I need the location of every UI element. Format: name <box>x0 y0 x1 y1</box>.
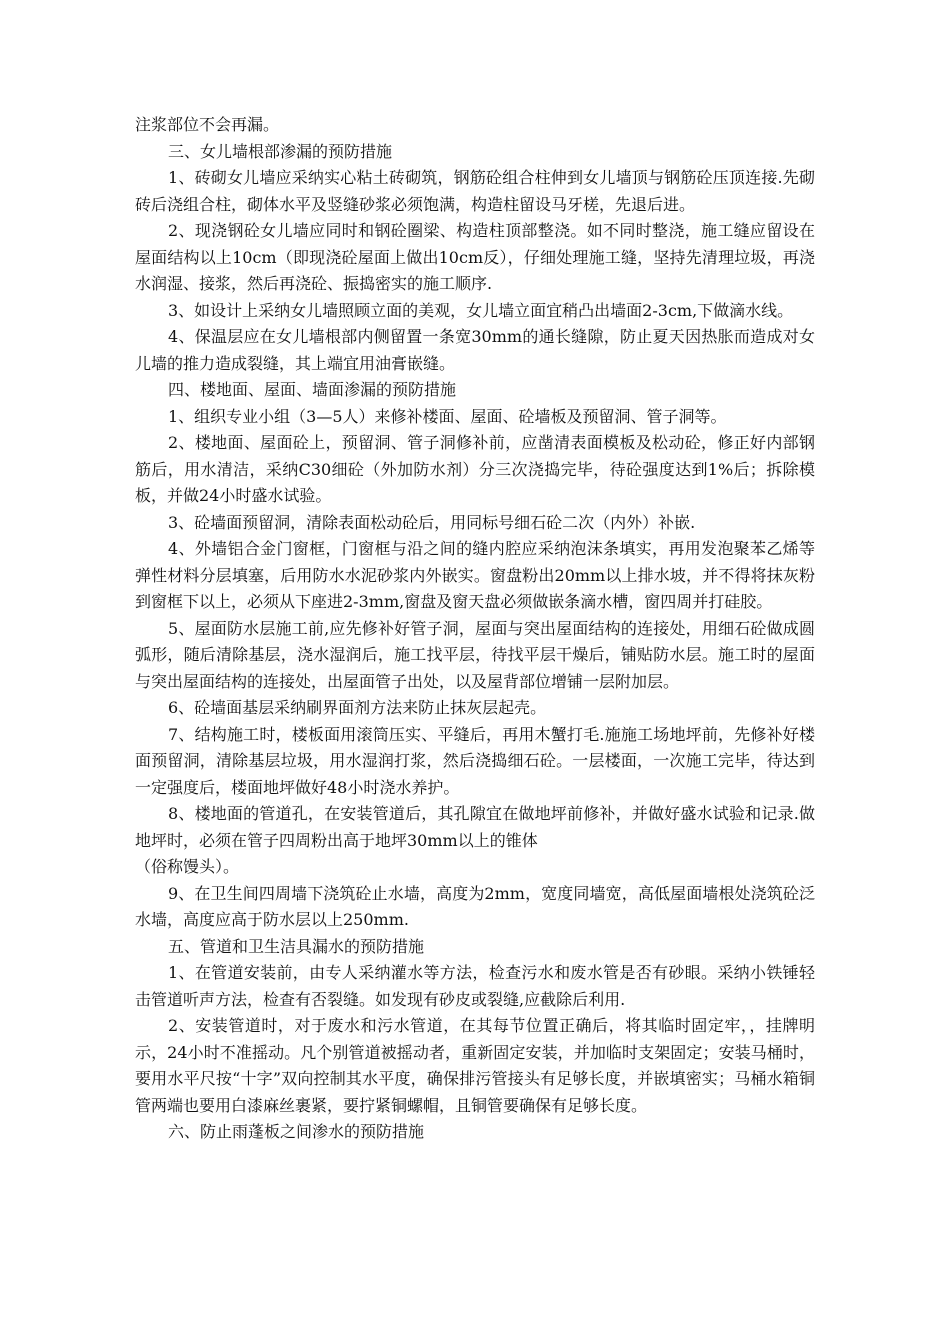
paragraph: 1、砖砌女儿墙应采纳实心粘土砖砌筑，钢筋砼组合柱伸到女儿墙顶与钢筋砼压顶连接.先砌砖后浇组合柱，砌体水平及竖缝砂浆必须饱满，构造柱留设马牙槎，先退后进。 <box>135 168 815 214</box>
paragraph: 2、安装管道时，对于废水和污水管道，在其每节位置正确后，将其临时固定牢，，挂牌明示，24小时不准摇动。凡个别管道被摇动者，重新固定安装，并加临时支架固定；安装马桶时，要用水平尺按“十字”双向控制其水平度，确保排污管接头有足够长度，并嵌填密实；马桶水箱铜管两端也要用白漆麻丝裹紧，要拧紧铜螺帽，且铜管要确保有足够长度。 <box>135 1016 815 1115</box>
paragraph: 2、楼地面、屋面砼上，预留洞、管子洞修补前，应凿清表面模板及松动砼，修正好内部钢筋后，用水清洁，采纳C30细砼（外加防水剂）分三次浇捣完毕，待砼强度达到1%后；拆除模板，并做24小时盛水试验。 <box>135 433 815 505</box>
paragraph: 1、组织专业小组（3—5人）来修补楼面、屋面、砼墙板及预留洞、管子洞等。 <box>168 406 727 426</box>
section-heading-6: 六、防止雨蓬板之间渗水的预防措施 <box>168 1122 425 1141</box>
paragraph-continuation: 注浆部位不会再漏。 <box>135 115 280 134</box>
paragraph-continuation: （俗称馒头）。 <box>135 857 240 876</box>
paragraph: 9、在卫生间四周墙下浇筑砼止水墙，高度为2mm，宽度同墙宽，高低屋面墙根处浇筑砼泛水墙，高度应高于防水层以上250mm. <box>135 883 815 929</box>
section-heading-3: 三、女儿墙根部渗漏的预防措施 <box>168 141 393 161</box>
paragraph: 2、现浇钢砼女儿墙应同时和钢砼圈梁、构造柱顶部整浇。如不同时整浇，施工缝应留设在屋面结构以上10cm（即现浇砼屋面上做出10cm反），仔细处理施工缝，坚持先清理垃圾，再浇水润湿、接浆，然后再浇砼、振捣密实的施工顺序. <box>135 221 815 293</box>
paragraph: 8、楼地面的管道孔，在安装管道后，其孔隙宜在做地坪前修补，并做好盛水试验和记录.做地坪时，必须在管子四周粉出高于地坪30mm以上的锥体 <box>135 804 815 850</box>
section-heading-5: 五、管道和卫生洁具漏水的预防措施 <box>168 936 425 956</box>
paragraph: 3、砼墙面预留洞，清除表面松动砼后，用同标号细石砼二次（内外）补嵌. <box>168 512 696 532</box>
paragraph: 3、如设计上采纳女儿墙照顾立面的美观，女儿墙立面宜稍凸出墙面2-3cm,下做滴水线。 <box>168 300 794 320</box>
paragraph: 5、屋面防水层施工前,应先修补好管子洞，屋面与突出屋面结构的连接处，用细石砼做成圆弧形，随后清除基层，浇水湿润后，施工找平层，待找平层干燥后，铺贴防水层。施工时的屋面与突出屋面结构的连接处，出屋面管子出处，以及屋背部位增铺一层附加层。 <box>135 618 815 691</box>
paragraph: 1、在管道安装前，由专人采纳灌水等方法，检查污水和废水管是否有砂眼。采纳小铁锤轻击管道听声方法，检查有否裂缝。如发现有砂皮或裂缝,应截除后利用. <box>135 963 815 1009</box>
paragraph: 6、砼墙面基层采纳刷界面剂方法来防止抹灰层起壳。 <box>168 698 547 717</box>
section-heading-4: 四、楼地面、屋面、墙面渗漏的预防措施 <box>168 380 457 399</box>
paragraph: 7、结构施工时，楼板面用滚筒压实、平缝后，再用木蟹打毛.施施工场地坪前，先修补好楼面预留洞，清除基层垃圾，用水湿润打浆，然后浇捣细石砼。一层楼面，一次施工完毕，待达到一定强度后，楼面地坪做好48小时浇水养护。 <box>135 724 815 797</box>
paragraph: 4、外墙铝合金门窗框，门窗框与沿之间的缝内腔应采纳泡沫条填实，再用发泡聚苯乙烯等弹性材料分层填塞，后用防水水泥砂浆内外嵌实。窗盘粉出20mm以上排水坡，并不得将抹灰粉到窗框下以上，必须从下座进2-3mm,窗盘及窗天盘必须做嵌条滴水槽，窗四周并打硅胶。 <box>135 539 815 611</box>
document-page <box>135 112 815 1146</box>
paragraph: 4、保温层应在女儿墙根部内侧留置一条宽30mm的通长缝隙，防止夏天因热胀而造成对女儿墙的推力造成裂缝，其上端宜用油膏嵌缝。 <box>135 327 815 373</box>
